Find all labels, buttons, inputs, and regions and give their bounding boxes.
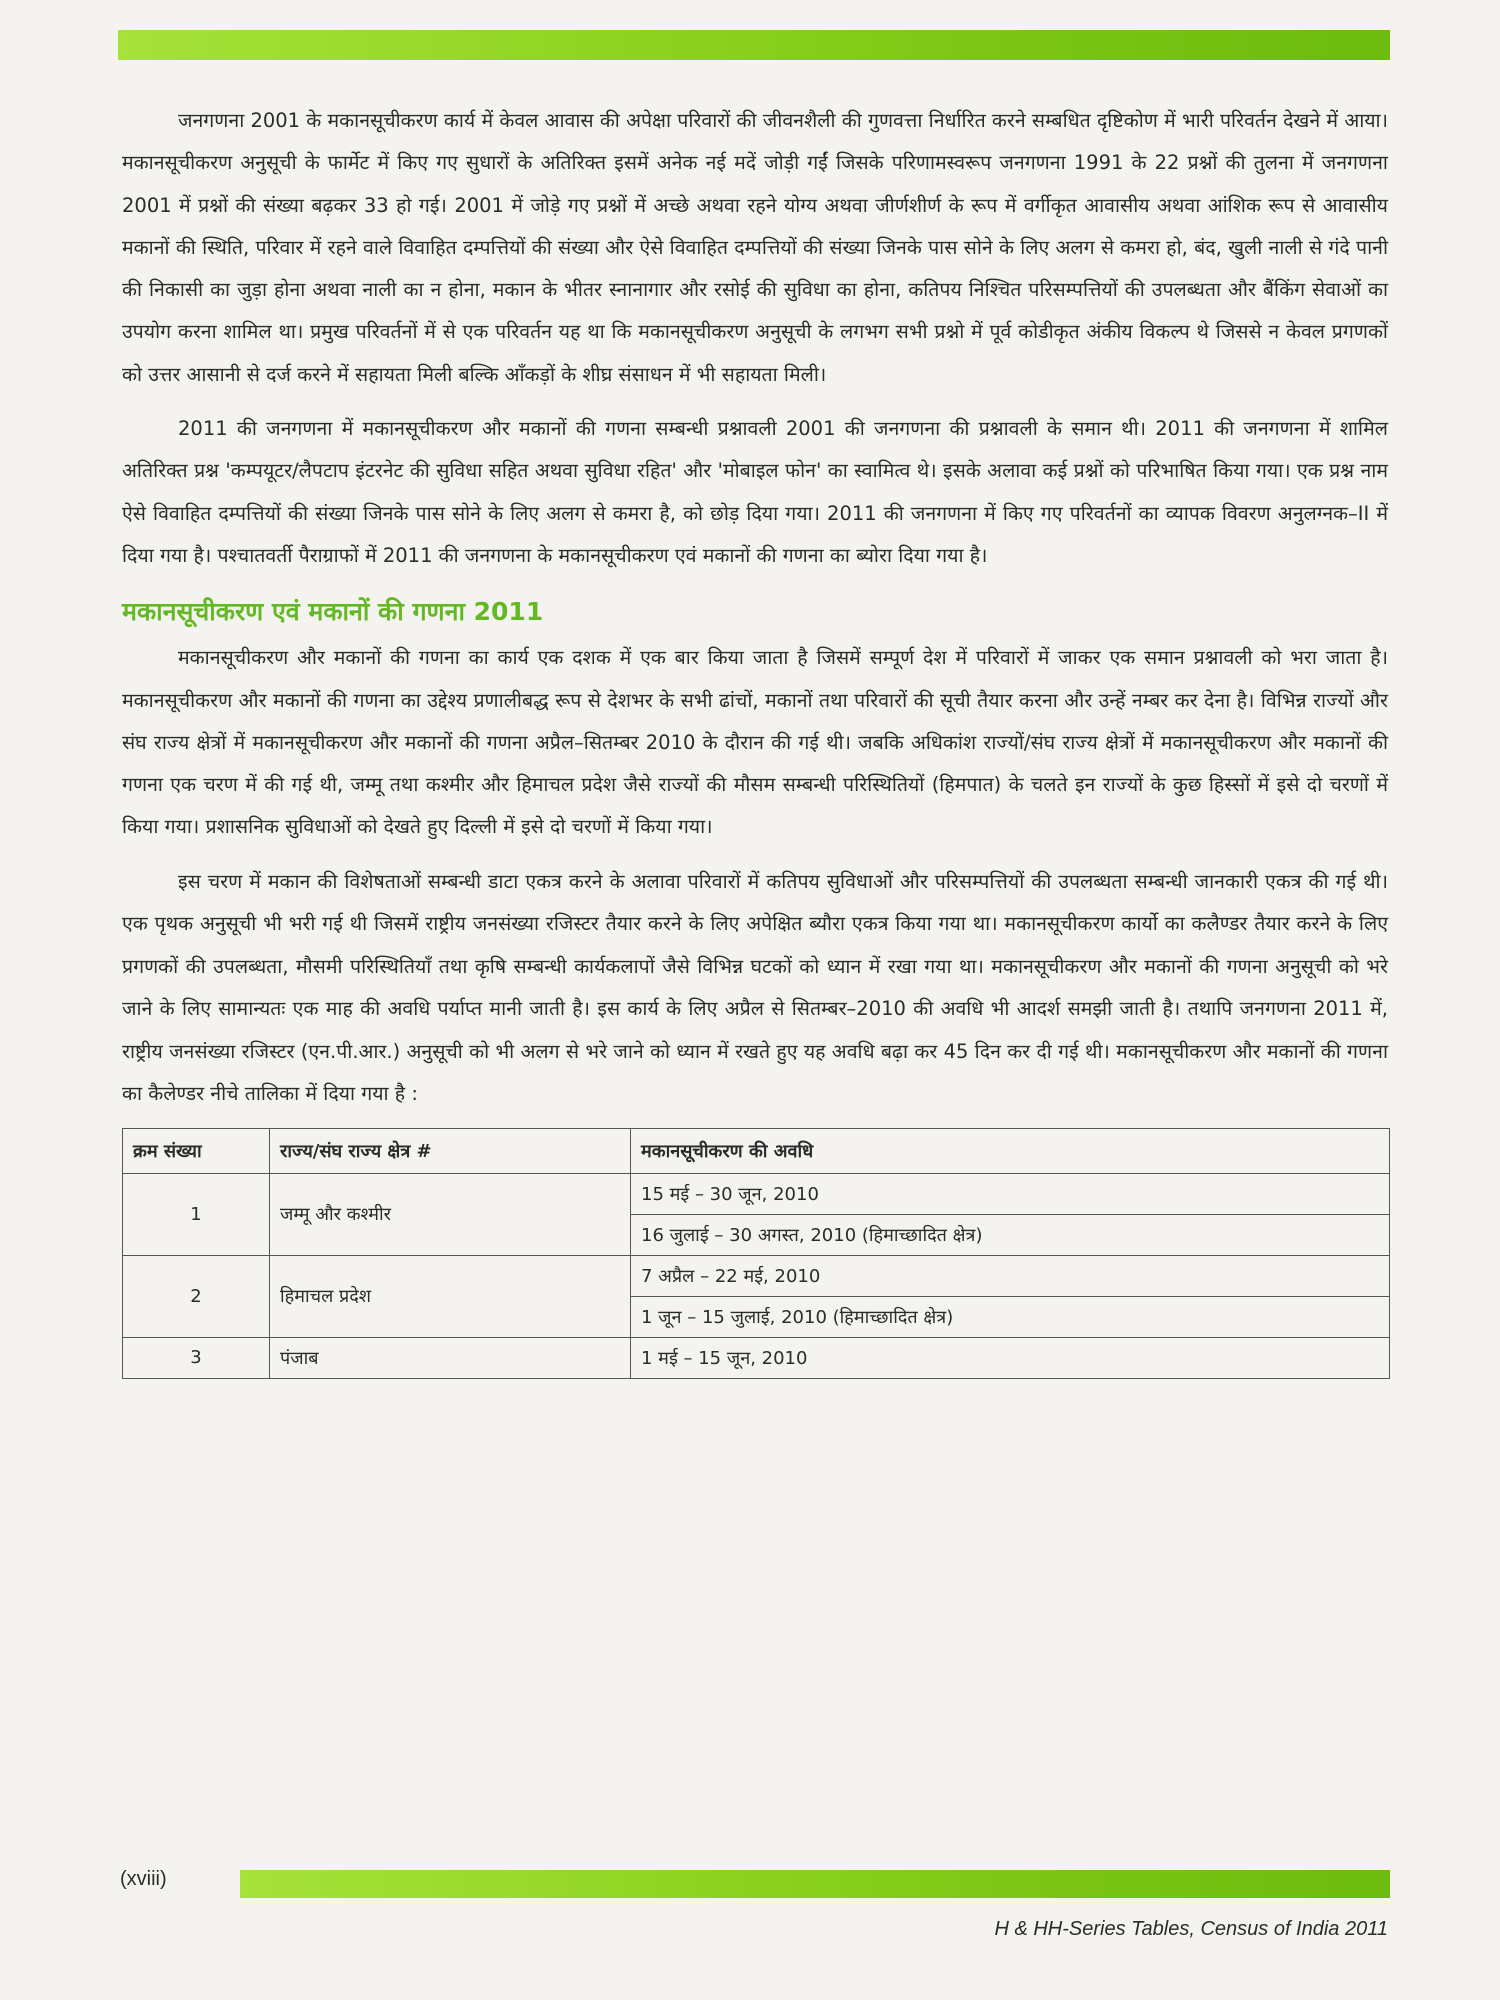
row-1-period-1: 15 मई – 30 जून, 2010	[631, 1173, 1390, 1214]
paragraph-3: मकानसूचीकरण और मकानों की गणना का कार्य एक दशक में एक बार किया जाता है जिसमें सम्पूर्ण देश में परिवारों में जाकर एक समान प्रश्नावली को भरा जाता है। मकानसूचीकरण और मकानों की गणना का उद्देश्य प्रणालीबद्ध रूप से देशभर के सभी ढांचों, मकानों तथा परिवारों की सूची तैयार करना और उन्हें नम्बर कर देना है। विभिन्न राज्यों और संघ राज्य क्षेत्रों में मकानसूचीकरण और मकानों की गणना अप्रैल–सितम्बर 2010 के दौरान की गई थी। जबकि अधिकांश राज्यों/संघ राज्य क्षेत्रों में मकानसूचीकरण और मकानों की गणना एक चरण में की गई थी, जम्मू तथा कश्मीर और हिमाचल प्रदेश जैसे राज्यों की मौसम सम्बन्धी परिस्थितियों (हिमपात) के चलते इन राज्यों के कुछ हिस्सों में इसे दो चरणों में किया गया। प्रशासनिक सुविधाओं को देखते हुए दिल्ली में इसे दो चरणों में किया गया।	[122, 646, 1388, 839]
header-serial-number: क्रम संख्या	[123, 1128, 270, 1173]
row-3-state: पंजाब	[270, 1337, 631, 1378]
row-2-period-1: 7 अप्रैल – 22 मई, 2010	[631, 1255, 1390, 1296]
row-3-number: 3	[123, 1337, 270, 1378]
page-content	[122, 100, 1388, 1379]
top-decorative-band	[118, 30, 1390, 60]
footer-title: H & HH-Series Tables, Census of India 2011	[994, 1918, 1388, 1940]
row-3-period-1: 1 मई – 15 जून, 2010	[631, 1337, 1390, 1378]
row-2-period-2: 1 जून – 15 जुलाई, 2010 (हिमाच्छादित क्षेत्र)	[631, 1296, 1390, 1337]
table-row	[123, 1255, 1390, 1296]
row-2-number: 2	[123, 1255, 270, 1337]
paragraph-4: इस चरण में मकान की विशेषताओं सम्बन्धी डाटा एकत्र करने के अलावा परिवारों में कतिपय सुविधाओं और परिसम्पत्तियों की उपलब्धता सम्बन्धी जानकारी एकत्र की गई थी। एक पृथक अनुसूची भी भरी गई थी जिसमें राष्ट्रीय जनसंख्या रजिस्टर तैयार करने के लिए अपेक्षित ब्यौरा एकत्र किया गया था। मकानसूचीकरण कार्यो का कलैण्डर तैयार करने के लिए प्रगणकों की उपलब्धता, मौसमी परिस्थितियाँ तथा कृषि सम्बन्धी कार्यकलापों जैसे विभिन्न घटकों को ध्यान में रखा गया था। मकानसूचीकरण और मकानों की गणना अनुसूची को भरे जाने के लिए सामान्यतः एक माह की अवधि पर्याप्त मानी जाती है। इस कार्य के लिए अप्रैल से सितम्बर–2010 की अवधि भी आदर्श समझी जाती है। तथापि जनगणना 2011 में, राष्ट्रीय जनसंख्या रजिस्टर (एन.पी.आर.) अनुसूची को भी अलग से भरे जाने को ध्यान में रखते हुए यह अवधि बढ़ा कर 45 दिन कर दी गई थी। मकानसूचीकरण और मकानों की गणना का कैलेण्डर नीचे तालिका में दिया गया है :	[122, 869, 1388, 1106]
page-number: (xviii)	[120, 1868, 167, 1890]
header-period: मकानसूचीकरण की अवधि	[631, 1128, 1390, 1173]
row-1-number: 1	[123, 1173, 270, 1255]
row-2-state: हिमाचल प्रदेश	[270, 1255, 631, 1337]
table-row	[123, 1337, 1390, 1378]
header-state: राज्य/संघ राज्य क्षेत्र #	[270, 1128, 631, 1173]
row-1-period-2: 16 जुलाई – 30 अगस्त, 2010 (हिमाच्छादित क्षेत्र)	[631, 1214, 1390, 1255]
houselisting-calendar-table	[122, 1128, 1390, 1379]
section-heading: मकानसूचीकरण एवं मकानों की गणना 2011	[122, 597, 544, 627]
row-1-state: जम्मू और कश्मीर	[270, 1173, 631, 1255]
paragraph-2: 2011 की जनगणना में मकानसूचीकरण और मकानों की गणना सम्बन्धी प्रश्नावली 2001 की जनगणना की प्रश्नावली के समान थी। 2011 की जनगणना में शामिल अतिरिक्त प्रश्न 'कम्पयूटर/लैपटाप इंटरनेट की सुविधा सहित अथवा सुविधा रहित' और 'मोबाइल फोन' का स्वामित्व थे। इसके अलावा कई प्रश्नों को परिभाषित किया गया। एक प्रश्न नाम ऐसे विवाहित दम्पत्तियों की संख्या जिनके पास सोने के लिए अलग से कमरा है, को छोड़ दिया गया। 2011 की जनगणना में किए गए परिवर्तनों का व्यापक विवरण अनुलग्नक–II में दिया गया है। पश्चातवर्ती पैराग्राफों में 2011 की जनगणना के मकानसूचीकरण एवं मकानों की गणना का ब्योरा दिया गया है।	[122, 417, 1388, 567]
paragraph-1: जनगणना 2001 के मकानसूचीकरण कार्य में केवल आवास की अपेक्षा परिवारों की जीवनशैली की गुणवत्ता निर्धारित करने सम्बधित दृष्टिकोण में भारी परिवर्तन देखने में आया। मकानसूचीकरण अनुसूची के फार्मेट में किए गए सुधारों के अतिरिक्त इसमें अनेक नई मदें जोड़ी गईं जिसके परिणामस्वरूप जनगणना 1991 के 22 प्रश्नों की तुलना में जनगणना 2001 में प्रश्नों की संख्या बढ़कर 33 हो गई। 2001 में जोड़े गए प्रश्नों में अच्छे अथवा रहने योग्य अथवा जीर्णशीर्ण के रूप में वर्गीकृत आवासीय अथवा आंशिक रूप से आवासीय मकानों की स्थिति, परिवार में रहने वाले विवाहित दम्पत्तियों की संख्या और ऐसे विवाहित दम्पत्तियों की संख्या जिनके पास सोने के लिए अलग से कमरा हो, बंद, खुली नाली से गंदे पानी की निकासी का जुड़ा होना अथवा नाली का न होना, मकान के भीतर स्नानागार और रसोई की सुविधा का होना, कतिपय निश्चित परिसम्पत्तियों की उपलब्धता और बैंकिंग सेवाओं का उपयोग करना शामिल था। प्रमुख परिवर्तनों में से एक परिवर्तन यह था कि मकानसूचीकरण अनुसूची के लगभग सभी प्रश्नो में पूर्व कोडीकृत अंकीय विकल्प थे जिससे न केवल प्रगणकों को उत्तर आसानी से दर्ज करने में सहायता मिली बल्कि आँकड़ों के शीघ्र संसाधन में भी सहायता मिली।	[122, 109, 1388, 386]
table-row	[123, 1173, 1390, 1214]
footer-decorative-band	[240, 1870, 1390, 1898]
table-header-row	[123, 1128, 1390, 1173]
